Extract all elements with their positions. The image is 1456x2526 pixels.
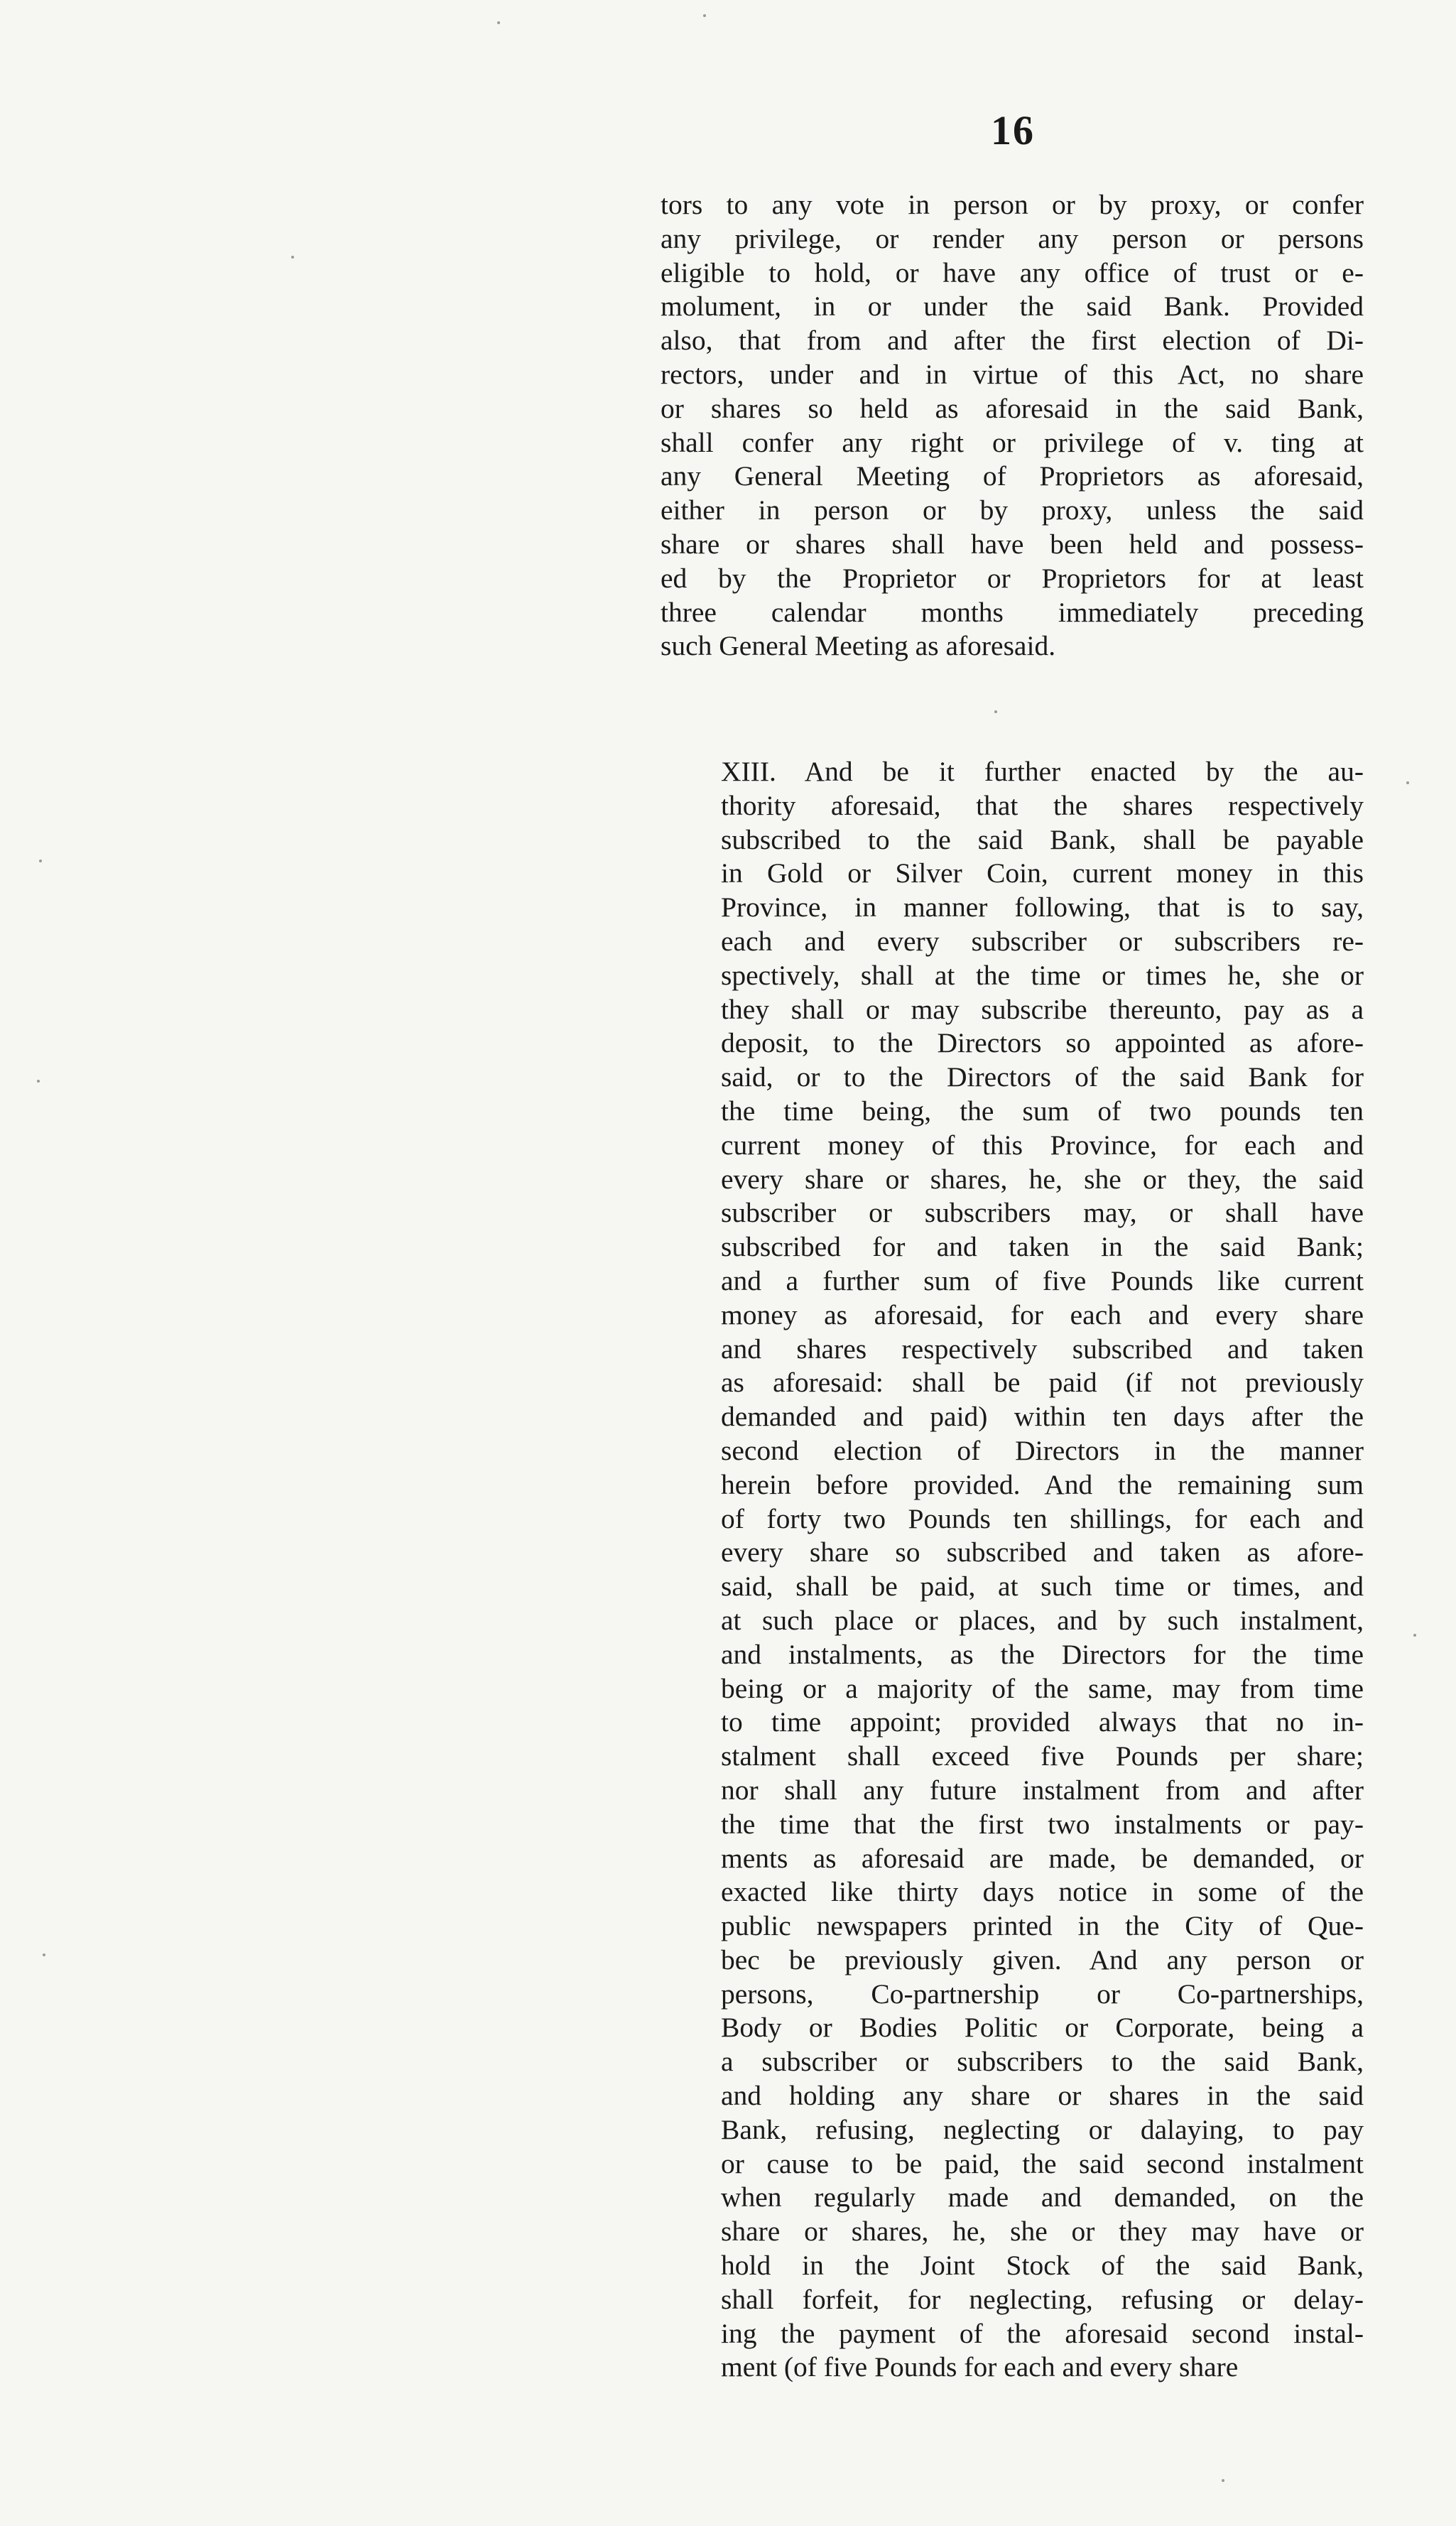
text-line: such General Meeting as aforesaid. (661, 630, 1056, 662)
text-line: to time appoint; provided always that no in- (721, 1706, 1364, 1738)
text-line: ments as aforesaid are made, be demanded, or (721, 1842, 1364, 1874)
text-line: public newspapers printed in the City of Que- (721, 1910, 1364, 1942)
text-line: money as aforesaid, for each and every share (721, 1299, 1364, 1330)
text-line: the time that the first two instalments or pay- (721, 1808, 1364, 1840)
page-number: 16 (991, 107, 1035, 153)
text-line: ing the payment of the aforesaid second instal- (721, 2317, 1364, 2349)
scan-speck (1413, 1634, 1416, 1637)
text-line: and a further sum of five Pounds like current (721, 1264, 1364, 1296)
text-line: second election of Directors in the manner (721, 1434, 1364, 1466)
text-line: shall confer any right or privilege of v. ting at (661, 426, 1364, 458)
text-line: subscribed for and taken in the said Bank; (721, 1231, 1364, 1263)
text-line: rectors, under and in virtue of this Act, no share (661, 358, 1364, 390)
text-line: a subscriber or subscribers to the said Bank, (721, 2046, 1364, 2078)
text-line: at such place or places, and by such instalment, (721, 1604, 1364, 1636)
scan-speck (1222, 2479, 1224, 2482)
text-line: and shares respectively subscribed and taken (721, 1333, 1364, 1365)
text-line: share or shares shall have been held and possess- (661, 528, 1364, 560)
text-line: stalment shall exceed five Pounds per share; (721, 1740, 1364, 1772)
text-line: deposit, to the Directors so appointed as afore- (721, 1027, 1364, 1059)
text-line: ed by the Proprietor or Proprietors for at least (661, 562, 1364, 594)
text-line: in Gold or Silver Coin, current money in this (721, 857, 1364, 889)
text-line: molument, in or under the said Bank. Provided (661, 291, 1364, 322)
text-line: share or shares, he, she or they may have or (721, 2216, 1364, 2248)
text-line: hold in the Joint Stock of the said Bank, (721, 2250, 1364, 2282)
text-line: or cause to be paid, the said second instalment (721, 2147, 1364, 2179)
section-xiii-paragraph (661, 755, 1364, 2385)
text-line: each and every subscriber or subscribers re- (721, 925, 1364, 957)
text-line: any privilege, or render any person or persons (661, 222, 1364, 254)
text-line: subscribed to the said Bank, shall be payable (721, 823, 1364, 855)
paragraph-1-text (661, 188, 1364, 663)
scan-speck (291, 256, 294, 259)
text-line: XIII. And be it further enacted by the au- (721, 756, 1364, 787)
text-line: any General Meeting of Proprietors as aforesaid, (661, 460, 1364, 492)
text-line: subscriber or subscribers may, or shall have (721, 1197, 1364, 1229)
text-line: persons, Co-partnership or Co-partnerships, (721, 1978, 1364, 2010)
text-line: Province, in manner following, that is to say, (721, 891, 1364, 923)
text-line: when regularly made and demanded, on the (721, 2181, 1364, 2213)
text-line: and holding any share or shares in the said (721, 2080, 1364, 2112)
text-line: every share so subscribed and taken as afore- (721, 1536, 1364, 1568)
text-line: bec be previously given. And any person or (721, 1944, 1364, 1975)
text-line: or shares so held as aforesaid in the said Bank, (661, 392, 1364, 424)
scan-speck (703, 14, 706, 17)
scan-speck (43, 1953, 45, 1956)
paragraph-continuation (661, 188, 1364, 663)
text-line: said, or to the Directors of the said Bank for (721, 1061, 1364, 1093)
text-line: demanded and paid) within ten days after the (721, 1401, 1364, 1433)
text-line: exacted like thirty days notice in some of the (721, 1876, 1364, 1908)
text-line: ment (of five Pounds for each and every share (721, 2351, 1239, 2383)
text-line: either in person or by proxy, unless the said (661, 494, 1364, 526)
text-line: Body or Bodies Politic or Corporate, being a (721, 2012, 1364, 2044)
scan-speck (39, 860, 42, 862)
text-line: Bank, refusing, neglecting or dalaying, to pay (721, 2113, 1364, 2145)
text-line: the time being, the sum of two pounds ten (721, 1095, 1364, 1127)
text-line: also, that from and after the first election of Di- (661, 325, 1364, 357)
text-line: as aforesaid: shall be paid (if not previously (721, 1367, 1364, 1399)
scan-speck (37, 1080, 40, 1083)
text-line: nor shall any future instalment from and after (721, 1774, 1364, 1806)
text-line: thority aforesaid, that the shares respectively (721, 789, 1364, 821)
text-line: they shall or may subscribe thereunto, pay as a (721, 993, 1364, 1025)
text-line: shall forfeit, for neglecting, refusing or delay- (721, 2283, 1364, 2315)
scan-speck (994, 710, 997, 713)
text-line: herein before provided. And the remaining sum (721, 1468, 1364, 1500)
paragraph-2-text (661, 755, 1364, 2385)
text-line: eligible to hold, or have any office of trust or e- (661, 256, 1364, 288)
text-line: said, shall be paid, at such time or times, and (721, 1571, 1364, 1603)
text-line: spectively, shall at the time or times he, she or (721, 959, 1364, 991)
text-line: and instalments, as the Directors for the time (721, 1638, 1364, 1670)
text-line: tors to any vote in person or by proxy, or confer (661, 189, 1364, 220)
text-line: three calendar months immediately preceding (661, 596, 1364, 628)
scan-speck (1406, 781, 1409, 784)
text-line: being or a majority of the same, may from time (721, 1672, 1364, 1704)
scan-speck (497, 21, 500, 24)
text-line: of forty two Pounds ten shillings, for each and (721, 1502, 1364, 1534)
text-line: current money of this Province, for each and (721, 1129, 1364, 1161)
text-line: every share or shares, he, she or they, the said (721, 1163, 1364, 1195)
